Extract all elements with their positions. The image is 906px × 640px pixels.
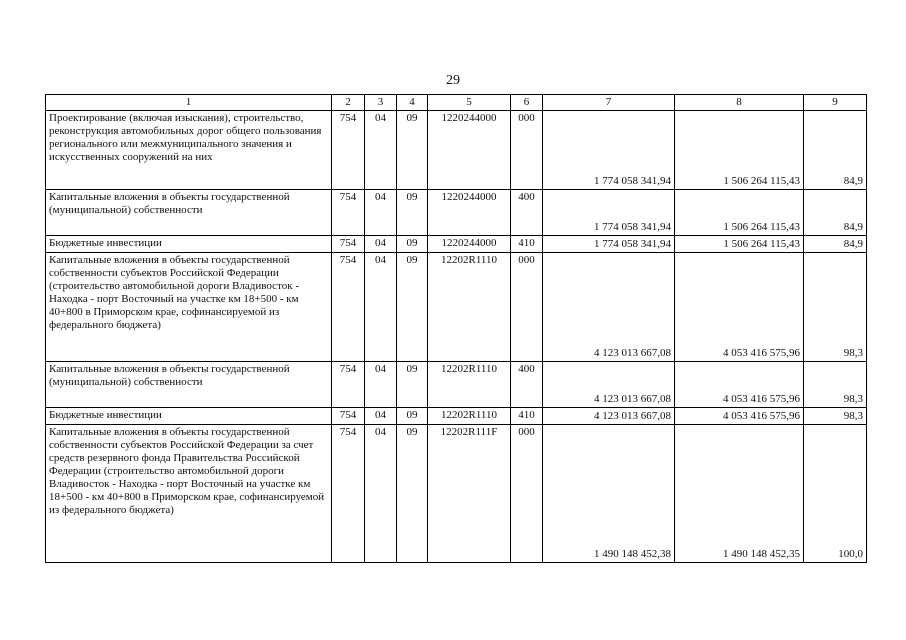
cell-code-5: 12202R111F (428, 425, 511, 563)
cell-amount-8: 4 053 416 575,96 (675, 253, 804, 362)
cell-percent-9: 98,3 (804, 362, 867, 408)
cell-percent-9: 84,9 (804, 236, 867, 253)
table-row (46, 253, 867, 362)
cell-code-3: 04 (365, 236, 397, 253)
cell-code-3: 04 (365, 425, 397, 563)
row-name: Бюджетные инвестиции (46, 236, 332, 253)
table-row (46, 111, 867, 190)
cell-amount-7: 4 123 013 667,08 (543, 408, 675, 425)
page-number: 29 (446, 73, 460, 88)
table-row (46, 425, 867, 563)
cell-amount-7: 1 774 058 341,94 (543, 190, 675, 236)
cell-percent-9: 98,3 (804, 253, 867, 362)
table-row (46, 236, 867, 253)
cell-amount-8: 1 490 148 452,35 (675, 425, 804, 563)
cell-code-2: 754 (332, 362, 365, 408)
cell-code-6: 400 (511, 362, 543, 408)
cell-code-5: 12202R1110 (428, 408, 511, 425)
column-header: 6 (511, 95, 543, 111)
cell-code-4: 09 (397, 190, 428, 236)
cell-amount-8: 1 506 264 115,43 (675, 111, 804, 190)
cell-code-2: 754 (332, 111, 365, 190)
cell-code-3: 04 (365, 408, 397, 425)
table-row (46, 190, 867, 236)
cell-code-6: 000 (511, 111, 543, 190)
cell-code-2: 754 (332, 190, 365, 236)
cell-amount-8: 1 506 264 115,43 (675, 236, 804, 253)
cell-code-5: 1220244000 (428, 111, 511, 190)
cell-percent-9: 98,3 (804, 408, 867, 425)
cell-code-5: 12202R1110 (428, 362, 511, 408)
cell-code-2: 754 (332, 236, 365, 253)
cell-code-4: 09 (397, 111, 428, 190)
cell-percent-9: 84,9 (804, 190, 867, 236)
cell-code-4: 09 (397, 236, 428, 253)
cell-code-5: 12202R1110 (428, 253, 511, 362)
cell-code-6: 410 (511, 236, 543, 253)
column-header: 1 (46, 95, 332, 111)
cell-code-4: 09 (397, 408, 428, 425)
row-name: Бюджетные инвестиции (46, 408, 332, 425)
cell-code-3: 04 (365, 111, 397, 190)
cell-amount-8: 1 506 264 115,43 (675, 190, 804, 236)
cell-amount-7: 1 774 058 341,94 (543, 236, 675, 253)
row-name: Капитальные вложения в объекты государственной (муниципальной) собственности (46, 362, 332, 408)
cell-amount-7: 4 123 013 667,08 (543, 253, 675, 362)
cell-code-6: 400 (511, 190, 543, 236)
table-row (46, 362, 867, 408)
header-row (46, 95, 867, 111)
cell-code-4: 09 (397, 253, 428, 362)
column-header: 8 (675, 95, 804, 111)
row-name: Проектирование (включая изыскания), строительство, реконструкция автомобильных дорог общего пользования регионального или межмуниципального значения и искусственных сооружений на них (46, 111, 332, 190)
cell-percent-9: 100,0 (804, 425, 867, 563)
budget-table (45, 94, 867, 563)
column-header: 4 (397, 95, 428, 111)
column-header: 2 (332, 95, 365, 111)
cell-code-5: 1220244000 (428, 190, 511, 236)
cell-amount-8: 4 053 416 575,96 (675, 362, 804, 408)
cell-amount-7: 1 774 058 341,94 (543, 111, 675, 190)
cell-code-6: 410 (511, 408, 543, 425)
cell-percent-9: 84,9 (804, 111, 867, 190)
cell-code-3: 04 (365, 362, 397, 408)
cell-code-3: 04 (365, 190, 397, 236)
cell-code-4: 09 (397, 425, 428, 563)
cell-amount-7: 1 490 148 452,38 (543, 425, 675, 563)
cell-code-6: 000 (511, 425, 543, 563)
column-header: 9 (804, 95, 867, 111)
row-name: Капитальные вложения в объекты государственной собственности субъектов Российской Федерации (строительство автомобильной дороги Владивосток - Находка - порт Восточный на участке км 18+500 - км 40+800 в Приморском крае, софинансируемой из федерального бюджета) (46, 253, 332, 362)
cell-code-2: 754 (332, 253, 365, 362)
cell-code-4: 09 (397, 362, 428, 408)
column-header: 7 (543, 95, 675, 111)
cell-amount-8: 4 053 416 575,96 (675, 408, 804, 425)
column-header: 5 (428, 95, 511, 111)
row-name: Капитальные вложения в объекты государственной (муниципальной) собственности (46, 190, 332, 236)
cell-code-5: 1220244000 (428, 236, 511, 253)
cell-code-6: 000 (511, 253, 543, 362)
row-name: Капитальные вложения в объекты государственной собственности субъектов Российской Федерации за счет средств резервного фонда Правительства Российской Федерации (строительство автомобильной дороги Владивосток - Находка - порт Восточный на участке км 18+500 - км 40+800 в Приморском крае, софинансируемой из федерального бюджета) (46, 425, 332, 563)
column-header: 3 (365, 95, 397, 111)
cell-code-2: 754 (332, 425, 365, 563)
cell-code-2: 754 (332, 408, 365, 425)
table-row (46, 408, 867, 425)
cell-code-3: 04 (365, 253, 397, 362)
cell-amount-7: 4 123 013 667,08 (543, 362, 675, 408)
